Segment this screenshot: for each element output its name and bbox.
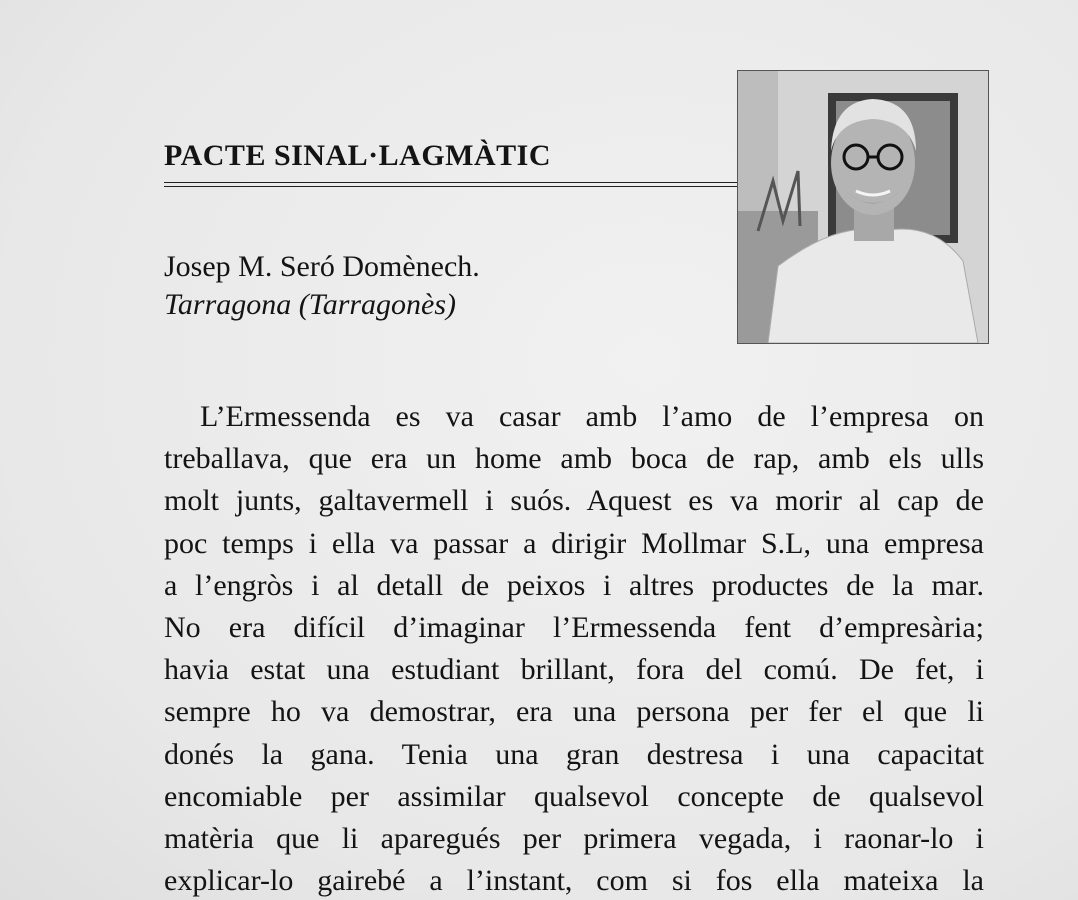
text-line: poc temps i ella va passar a dirigir Mollmar S.L, una empresa [164, 526, 984, 560]
text-line: No era difícil d’imaginar l’Ermessenda fent d’empresària; [164, 611, 984, 645]
text-line: sempre ho va demostrar, era una persona per fer el que li [164, 695, 984, 729]
title-underline [164, 182, 739, 187]
text-line: havia estat una estudiant brillant, fora del comú. De fet, i [164, 653, 984, 687]
author-name: Josep M. Seró Domènech. [164, 250, 480, 283]
story-text [164, 396, 984, 900]
author-location: Tarragona (Tarragonès) [164, 288, 457, 321]
text-line: matèria que li aparegués per primera vegada, i raonar-lo i [164, 822, 984, 856]
text-line: L’Ermessenda es va casar amb l’amo de l’empresa on [200, 400, 984, 433]
text-line: molt junts, galtavermell i suós. Aquest es va morir al cap de [164, 484, 984, 518]
text-line: treballava, que era un home amb boca de rap, amb els ulls [164, 442, 984, 476]
author-photo [737, 70, 989, 344]
text-line: encomiable per assimilar qualsevol concepte de qualsevol [164, 779, 984, 813]
text-line: a l’engròs i al detall de peixos i altres productes de la mar. [164, 568, 984, 602]
text-line: explicar-lo gairebé a l’instant, com si fos ella mateixa la [164, 864, 984, 898]
article-title: PACTE SINAL·LAGMÀTIC [164, 139, 551, 172]
text-line: donés la gana. Tenia una gran destresa i una capacitat [164, 737, 984, 771]
